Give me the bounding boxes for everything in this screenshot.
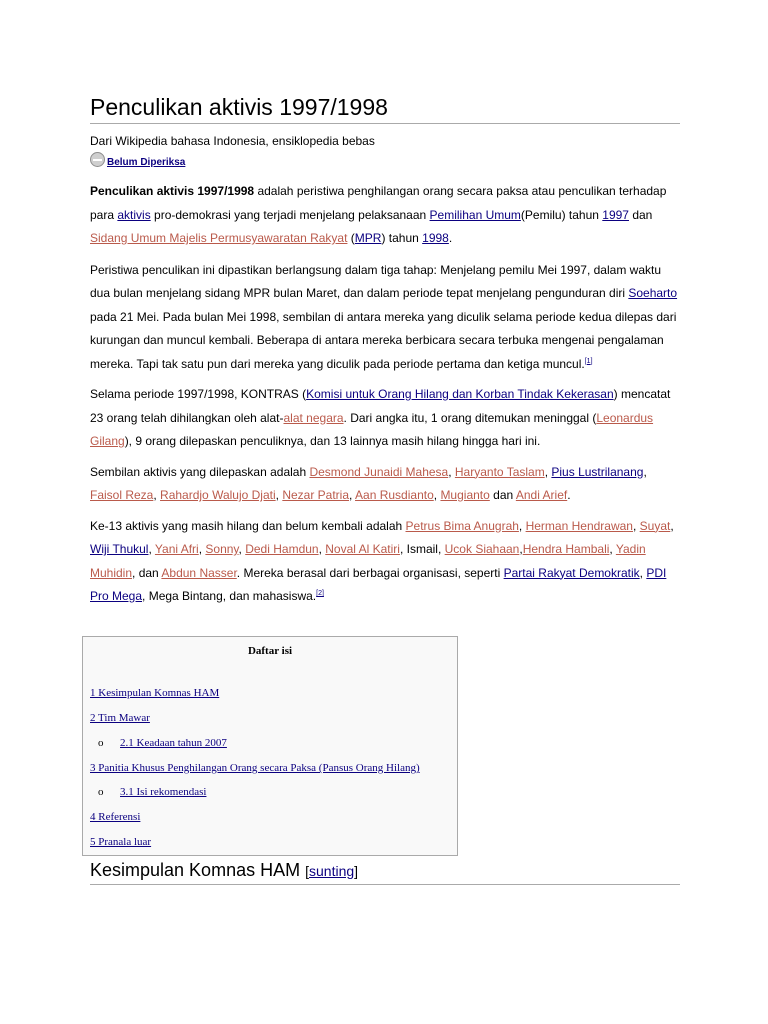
- link-yadin[interactable]: Yadin Muhidin: [90, 542, 646, 580]
- text: ) mencatat 23 orang telah dihilangkan oleh alat-: [90, 387, 671, 425]
- text: Ke-13 aktivis yang masih hilang dan belum kembali adalah: [90, 518, 406, 533]
- toc-item-5[interactable]: 5 Pranala luar: [90, 836, 152, 848]
- link-alat-negara[interactable]: alat negara: [283, 410, 344, 425]
- link-rahardjo[interactable]: Rahardjo Walujo Djati: [160, 488, 276, 502]
- link-aan[interactable]: Aan Rusdianto: [355, 488, 434, 502]
- text: . Mereka berasal dari berbagai organisasi, seperti: [236, 565, 504, 580]
- text: .: [567, 488, 571, 502]
- bracket: [: [305, 863, 309, 879]
- text: ) tahun: [381, 231, 423, 245]
- link-abdun[interactable]: Abdun Nasser: [161, 565, 237, 580]
- link-pius[interactable]: Pius Lustrilanang: [551, 464, 644, 479]
- edit-section: [305, 863, 358, 879]
- link-soeharto[interactable]: Soeharto: [628, 286, 678, 300]
- text: Peristiwa penculikan ini dipastikan berlangsung dalam tiga tahap: Menjelang pemilu Mei 1997, dalam waktu dua bulan menjelang sidang MPR bulan Maret, dan dalam periode tepat menjelang pengunduran diri: [90, 262, 662, 300]
- text: ,: [639, 565, 647, 580]
- text: ,: [275, 488, 283, 502]
- link-mpr[interactable]: MPR: [354, 231, 382, 245]
- paragraph-missing: [90, 515, 680, 609]
- link-suyat[interactable]: Suyat: [639, 518, 671, 533]
- text: (Pemilu) tahun: [520, 207, 603, 222]
- link-nezar[interactable]: Nezar Patria: [282, 488, 350, 502]
- text: ,: [609, 542, 616, 556]
- link-ucok[interactable]: Ucok Siahaan: [444, 542, 520, 556]
- paragraph-intro: [90, 180, 680, 251]
- link-1997[interactable]: 1997: [602, 207, 629, 222]
- text: ,: [518, 518, 526, 533]
- link-noval[interactable]: Noval Al Katiri: [325, 542, 400, 556]
- text: (: [347, 231, 355, 245]
- text: dan: [489, 488, 516, 502]
- link-aktivis[interactable]: aktivis: [117, 207, 151, 222]
- link-petrus[interactable]: Petrus Bima Anugrah: [405, 518, 519, 533]
- bold-term: Penculikan aktivis 1997/1998: [90, 184, 255, 198]
- toc-bullet: o: [98, 786, 104, 798]
- link-pemilihan-umum[interactable]: Pemilihan Umum: [429, 207, 521, 222]
- paragraph-released: [90, 461, 680, 508]
- text: ,: [519, 542, 523, 556]
- link-pdi-pro-mega[interactable]: PDI Pro Mega: [90, 565, 667, 603]
- text: ,: [643, 464, 647, 479]
- toc-bullet: o: [98, 737, 104, 749]
- review-flag-link[interactable]: Belum Diperiksa: [107, 156, 186, 168]
- link-haryanto[interactable]: Haryanto Taslam: [454, 464, 545, 479]
- text: ,: [148, 542, 155, 556]
- text: . Dari angka itu, 1 orang ditemukan meninggal (: [343, 410, 597, 425]
- text: Selama periode 1997/1998, KONTRAS (: [90, 387, 307, 401]
- link-1998[interactable]: 1998: [422, 231, 449, 245]
- toc-title: Daftar isi: [247, 645, 293, 657]
- link-herman[interactable]: Herman Hendrawan: [525, 518, 633, 533]
- section-heading: [90, 858, 680, 885]
- link-hendra[interactable]: Hendra Hambali: [522, 542, 610, 556]
- text: ,: [318, 542, 326, 556]
- reference-link-1[interactable]: [1]: [584, 357, 593, 365]
- link-prd[interactable]: Partai Rakyat Demokratik: [503, 565, 640, 580]
- link-kontras[interactable]: Komisi untuk Orang Hilang dan Korban Tindak Kekerasan: [306, 387, 614, 401]
- link-faisol[interactable]: Faisol Reza: [90, 488, 154, 502]
- text: ,: [448, 464, 455, 479]
- text: ,: [349, 488, 356, 502]
- link-wiji[interactable]: Wiji Thukul: [90, 542, 149, 556]
- text: ,: [153, 488, 161, 502]
- text: Sembilan aktivis yang dilepaskan adalah: [90, 464, 310, 479]
- link-andi[interactable]: Andi Arief: [515, 488, 568, 502]
- text: ,: [632, 518, 640, 533]
- link-leonardus-gilang[interactable]: Leonardus Gilang: [90, 410, 654, 448]
- paragraph-kontras: [90, 383, 680, 454]
- text: ,: [544, 464, 552, 479]
- link-desmond[interactable]: Desmond Junaidi Mahesa: [309, 464, 449, 479]
- text: ,: [238, 542, 246, 556]
- text: ,: [433, 488, 441, 502]
- page-subtitle: Dari Wikipedia bahasa Indonesia, ensiklopedia bebas: [90, 134, 375, 148]
- text: pro-demokrasi yang terjadi menjelang pelaksanaan: [150, 207, 430, 222]
- reference-link-2[interactable]: [2]: [316, 590, 324, 597]
- text: ,: [670, 518, 674, 533]
- toc-item-2-1[interactable]: 2.1 Keadaan tahun 2007: [120, 737, 227, 749]
- link-sidang-umum-mpr[interactable]: Sidang Umum Majelis Permusyawaratan Rakyat: [90, 231, 348, 245]
- reference-1: [585, 358, 593, 365]
- link-mugianto[interactable]: Mugianto: [440, 488, 490, 502]
- toc-item-1[interactable]: 1 Kesimpulan Komnas HAM: [90, 687, 220, 699]
- reference-2: [316, 590, 324, 597]
- page-title: Penculikan aktivis 1997/1998: [90, 92, 680, 124]
- link-sonny[interactable]: Sonny: [205, 542, 239, 556]
- text: , Ismail,: [399, 542, 445, 556]
- text: dan: [628, 207, 653, 222]
- text: .: [448, 231, 453, 245]
- article: [90, 92, 680, 609]
- toc-item-2[interactable]: 2 Tim Mawar: [90, 712, 150, 724]
- text: ,: [198, 542, 206, 556]
- unreviewed-icon: [90, 152, 105, 167]
- toc-item-3-1[interactable]: 3.1 Isi rekomendasi: [120, 786, 207, 798]
- toc-item-3[interactable]: 3 Panitia Khusus Penghilangan Orang secara Paksa (Pansus Orang Hilang): [90, 762, 420, 774]
- link-dedi[interactable]: Dedi Hamdun: [245, 542, 319, 556]
- toc-item-4[interactable]: 4 Referensi: [90, 811, 141, 823]
- edit-section-link[interactable]: sunting: [309, 863, 355, 879]
- table-of-contents: [82, 636, 458, 856]
- text: adalah peristiwa penghilangan orang secara paksa atau penculikan terhadap para: [90, 184, 667, 222]
- link-yani[interactable]: Yani Afri: [154, 542, 199, 556]
- text: , Mega Bintang, dan mahasiswa.: [142, 589, 317, 603]
- paragraph-stages: [90, 259, 680, 377]
- bracket: ]: [354, 863, 359, 879]
- text: pada 21 Mei. Pada bulan Mei 1998, sembilan di antara mereka yang diculik selama periode kedua dilepas dari kurungan dan muncul kembali. Beberapa di antara mereka berbicara secara terbuka mengenai pengalaman mereka. Tapi tak satu pun dari mereka yang diculik pada periode pertama dan ketiga muncul.: [90, 309, 677, 371]
- review-flag: [90, 150, 680, 168]
- section-heading-text: Kesimpulan Komnas HAM: [90, 860, 301, 880]
- text: , dan: [132, 565, 162, 580]
- text: ), 9 orang dilepaskan penculiknya, dan 13 lainnya masih hilang hingga hari ini.: [124, 434, 541, 448]
